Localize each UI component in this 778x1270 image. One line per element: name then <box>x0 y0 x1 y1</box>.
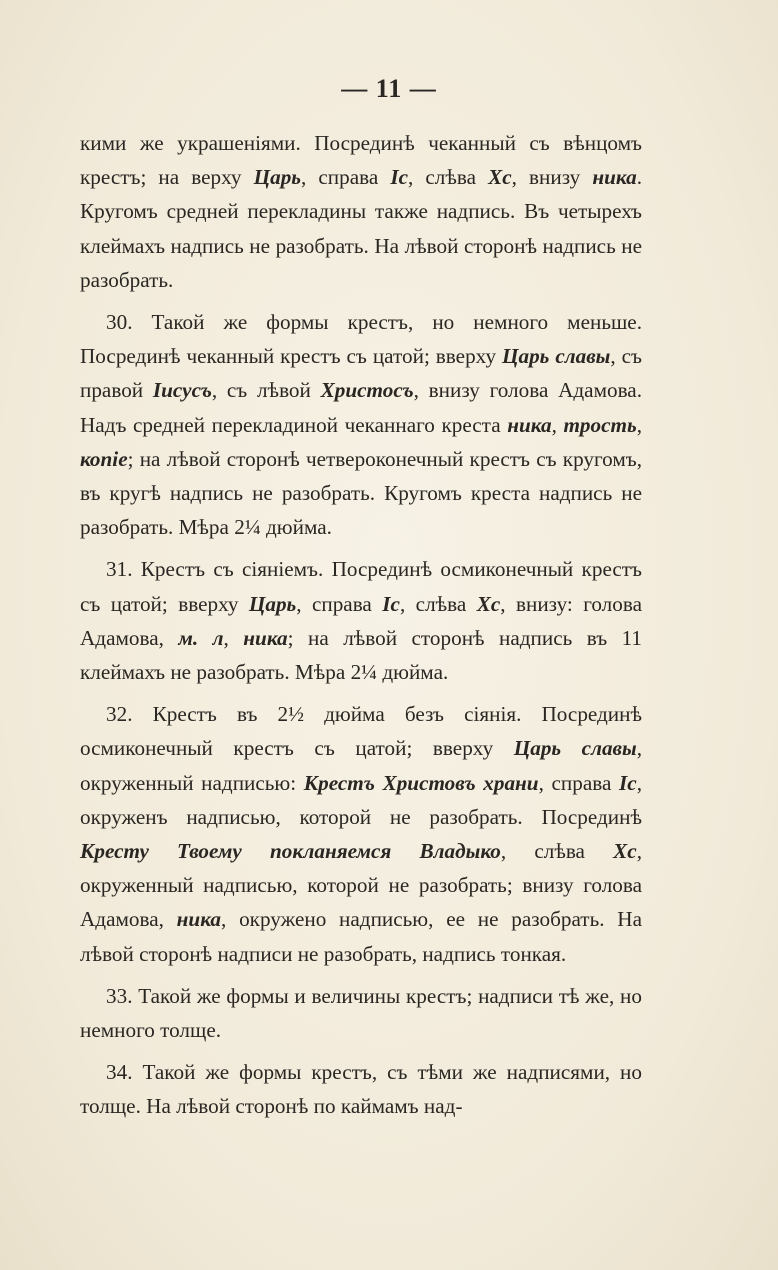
italic-term: Іисусъ <box>152 378 212 403</box>
paragraph-item-33 <box>80 979 642 1047</box>
page-number: — 11 — <box>341 74 437 103</box>
text-run: 30. Такой же формы крестъ, но немного меньше. Посрединѣ чеканный крестъ съ цатой; вверху <box>80 310 642 369</box>
italic-term: м. л <box>178 625 224 650</box>
italic-term: ника <box>507 412 552 437</box>
text-run: , справа <box>300 165 391 190</box>
text-run: , справа <box>538 770 620 795</box>
italic-term: копіе <box>80 446 128 471</box>
italic-term: Царь славы <box>513 736 637 761</box>
italic-term: ника <box>176 907 222 932</box>
italic-term: Іс <box>619 770 637 795</box>
paragraph-item-31 <box>80 552 642 689</box>
page-text <box>80 126 642 1132</box>
italic-term: Хс <box>476 591 501 616</box>
italic-term: Хс <box>613 839 637 864</box>
text-run: , внизу голова Адамова. Надъ средней перекладиной чеканнаго креста <box>80 378 642 437</box>
italic-term: Іс <box>390 165 408 190</box>
text-run: , справа <box>296 591 383 616</box>
text-run: , окруженъ надписью, которой не разобрать. Посрединѣ <box>80 770 642 829</box>
italic-term: Крестъ Христовъ храни <box>303 770 539 795</box>
text-run: , окружено надписью, ее не разобрать. На лѣвой сторонѣ надписи не разобрать, надпись тонкая. <box>80 907 642 966</box>
text-run: 32. Крестъ въ 2½ дюйма безъ сіянія. Посрединѣ осмиконечный крестъ съ цатой; вверху <box>80 702 642 761</box>
text-run: кими же украшеніями. Посрединѣ чеканный съ вѣнцомъ крестъ; на верху <box>80 131 642 190</box>
italic-term: трость <box>563 412 637 437</box>
italic-term: ника <box>592 165 637 190</box>
text-run: . Кругомъ средней перекладины также надпись. Въ четырехъ клеймахъ надпись не разобрать. На лѣвой сторонѣ надпись не разобрать. <box>80 165 642 292</box>
text-run: , <box>636 412 642 437</box>
text-run: , <box>551 412 564 437</box>
text-run: , внизу: голова Адамова, <box>80 591 642 650</box>
text-run: , внизу <box>511 165 593 190</box>
text-run: , окруженный надписью: <box>80 736 643 795</box>
italic-term: Іс <box>382 591 400 616</box>
italic-term: Царь <box>253 165 301 190</box>
italic-term: Царь <box>248 591 297 616</box>
italic-term: ника <box>243 625 288 650</box>
italic-term: Христосъ <box>320 378 414 403</box>
text-run: , слѣва <box>500 839 614 864</box>
text-run: ; на лѣвой сторонѣ надпись въ 11 клеймахъ не разобрать. Мѣра 2¼ дюйма. <box>80 625 643 685</box>
paragraph-continuation <box>80 126 642 297</box>
paragraph-item-30 <box>80 305 642 544</box>
text-run: , <box>223 625 244 650</box>
text-run: , окруженный надписью, которой не разобрать; внизу голова Адамова, <box>80 839 642 932</box>
italic-term: Царь славы <box>502 344 611 369</box>
text-run: , слѣва <box>399 591 477 616</box>
text-run: , слѣва <box>408 165 489 190</box>
text-run: 34. Такой же формы крестъ, съ тѣми же надписями, но толще. На лѣвой сторонѣ по каймамъ над- <box>80 1060 642 1119</box>
text-run: 31. Крестъ съ сіяніемъ. Посрединѣ осмиконечный крестъ съ цатой; вверху <box>80 557 642 616</box>
paragraph-item-34 <box>80 1055 642 1123</box>
text-run: , съ правой <box>80 344 642 403</box>
italic-term: Кресту Твоему покланяемся Владыко <box>80 839 501 864</box>
italic-term: Хс <box>488 165 512 190</box>
text-run: 33. Такой же формы и величины крестъ; надписи тѣ же, но немного толще. <box>80 983 642 1043</box>
text-run: ; на лѣвой сторонѣ четвероконечный крестъ съ кругомъ, въ кругѣ надпись не разобрать. Кругомъ креста надпись не разобрать. Мѣра 2¼ дюйма. <box>80 446 642 540</box>
paragraph-item-32 <box>80 697 642 971</box>
text-run: , съ лѣвой <box>211 378 321 403</box>
